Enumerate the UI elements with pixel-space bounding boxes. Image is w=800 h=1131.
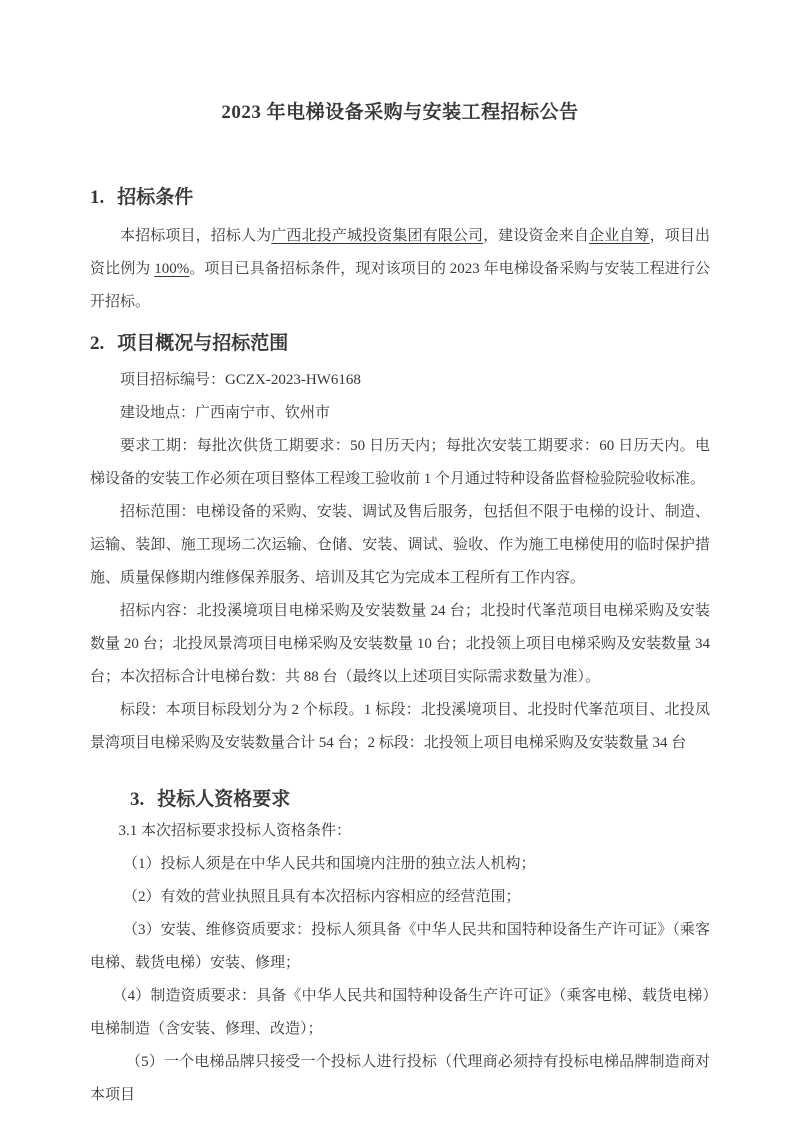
construction-site-paragraph: 建设地点：广西南宁市、钦州市 [120, 405, 331, 421]
section-1-intro-paragraph [90, 220, 710, 319]
funding-ratio-underlined: 100% [154, 261, 190, 277]
section-2-heading [90, 332, 710, 356]
section-2-number: 2. [90, 333, 105, 354]
bid-sections-paragraph: 标段：本项目标段划分为 2 个标段。1 标段：北投溪境项目、北投时代峯范项目、北投凤景湾项目电梯采购及安装数量合计 54 台；2 标段：北投领上项目电梯采购及安装数量 34 台 [90, 702, 710, 751]
tenderee-name-underlined: 广西北投产城投资集团有限公司 [271, 228, 484, 244]
section-3-heading-label: 投标人资格要求 [157, 789, 291, 810]
section-3-heading [90, 787, 710, 813]
qualification-item-2: （2）有效的营业执照且具有本次招标内容相应的经营范围； [123, 889, 521, 905]
qualification-item-1: （1）投标人须是在中华人民共和国境内注册的独立法人机构； [123, 856, 536, 872]
section-3-number: 3. [130, 789, 145, 810]
tender-scope-paragraph: 招标范围：电梯设备的采购、安装、调试及售后服务，包括但不限于电梯的设计、制造、运输、装卸、施工现场二次运输、仓储、安装、调试、验收、作为施工电梯使用的临时保护措施、质量保修期内维修保养服务、培训及其它为完成本工程所有工作内容。 [90, 504, 710, 586]
document-title: 2023 年电梯设备采购与安装工程招标公告 [221, 102, 579, 123]
qualification-item-3: （3）安装、维修资质要求：投标人须具备《中华人民共和国特种设备生产许可证》（乘客电梯、载货电梯）安装、修理； [90, 922, 710, 971]
section-1-heading [90, 186, 710, 210]
section-1-number: 1. [90, 187, 105, 208]
section-2-body [90, 364, 710, 760]
intro-segment-3: ，项目出资比例为 [90, 228, 710, 277]
intro-segment-1: 本招标项目，招标人为 [120, 228, 272, 244]
funds-source-underlined: 企业自筹 [589, 228, 650, 244]
section-2-heading-label: 项目概况与招标范围 [117, 333, 289, 354]
schedule-requirement-paragraph: 要求工期：每批次供货工期要求：50 日历天内；每批次安装工期要求：60 日历天内。电梯设备的安装工作必须在项目整体工程竣工验收前 1 个月通过特种设备监督检验院验收标准。 [90, 438, 710, 487]
qualification-item-4: （4）制造资质要求：具备《中华人民共和国特种设备生产许可证》（乘客电梯、载货电梯）电梯制造（含安装、修理、改造）； [90, 988, 710, 1037]
qualification-item-5: （5）一个电梯品牌只接受一个投标人进行投标（代理商必须持有投标电梯品牌制造商对本项目 [90, 1054, 710, 1103]
intro-segment-4: 。项目已具备招标条件，现对该项目的 2023 年电梯设备采购与安装工程进行公开招标。 [90, 261, 710, 310]
tender-number-paragraph: 项目招标编号：GCZX-2023-HW6168 [120, 372, 361, 388]
intro-segment-2: ，建设资金来自 [483, 228, 590, 244]
section-1-heading-label: 招标条件 [117, 187, 194, 208]
tender-content-paragraph: 招标内容：北投溪境项目电梯采购及安装数量 24 台；北投时代峯范项目电梯采购及安装数量 20 台；北投凤景湾项目电梯采购及安装数量 10 台；北投领上项目电梯采购及安装数量 34 台；本次招标合计电梯台数：共 88 台（最终以上述项目实际需求数量为准）。 [90, 603, 710, 685]
qualification-intro-paragraph: 3.1 本次招标要求投标人资格条件： [118, 823, 352, 839]
qualification-items [90, 848, 710, 1112]
